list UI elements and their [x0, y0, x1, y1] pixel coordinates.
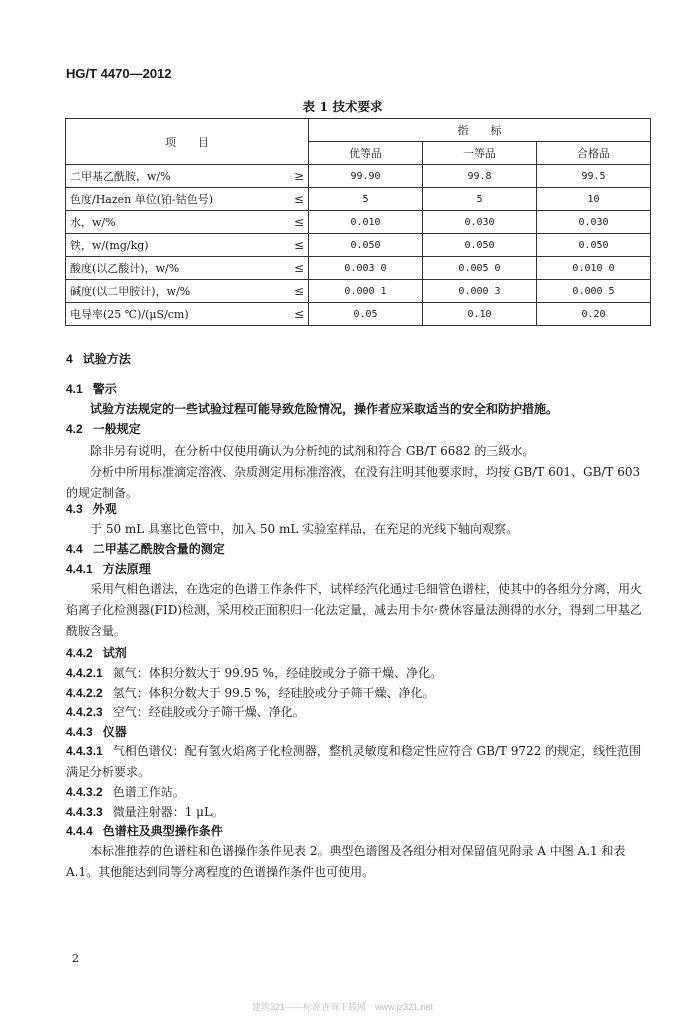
- row-value: 0.030: [423, 211, 537, 234]
- section-4-4-2-heading: [66, 644, 127, 662]
- row-value: 99.90: [309, 165, 423, 188]
- section-number: 4.4.1: [66, 562, 93, 576]
- row-value: 10: [537, 188, 651, 211]
- row-value: 0.010: [309, 211, 423, 234]
- header-grade-superior: 优等品: [309, 142, 423, 165]
- row-symbol: ≥: [290, 165, 309, 188]
- row-symbol: ≤: [290, 211, 309, 234]
- row-value: 0.050: [537, 234, 651, 257]
- section-4-2-heading: [66, 420, 141, 438]
- row-item: 电导率(25 ℃)/(μS/cm): [66, 303, 291, 326]
- row-value: 0.050: [309, 234, 423, 257]
- item-4-4-2-3: [66, 703, 305, 721]
- row-value: 0.20: [537, 303, 651, 326]
- row-value: 5: [423, 188, 537, 211]
- table-title: 表 1 技术要求: [302, 99, 383, 114]
- section-number: 4.4.3.2: [66, 785, 103, 799]
- row-item: 铁，w/(mg/kg): [66, 234, 291, 257]
- section-number: 4.4.2: [66, 646, 93, 660]
- row-item: 色度/Hazen 单位(铂-钴色号): [66, 188, 291, 211]
- table-row: [66, 257, 651, 280]
- row-value: 0.050: [423, 234, 537, 257]
- section-title: 方法原理: [102, 562, 151, 576]
- section-title: 外观: [92, 502, 117, 516]
- section-4-4-1-heading: [66, 560, 151, 578]
- section-number: 4.4.3.3: [66, 805, 103, 819]
- item-4-4-3-1: [66, 741, 652, 783]
- section-4-heading: [66, 350, 131, 368]
- section-number: 4.4.2.3: [66, 705, 103, 719]
- row-value: 0.003 0: [309, 257, 423, 280]
- section-4-1-heading: [66, 380, 117, 398]
- section-number: 4.4.3: [66, 725, 93, 739]
- table-row: [66, 188, 651, 211]
- row-value: 0.030: [537, 211, 651, 234]
- item-text: 微量注射器：1 μL。: [112, 805, 224, 819]
- section-number: 4.3: [66, 502, 83, 516]
- table-row: [66, 165, 651, 188]
- row-item: 二甲基乙酰胺，w/%: [66, 165, 291, 188]
- row-value: 0.010 0: [537, 257, 651, 280]
- paragraph: 采用气相色谱法，在选定的色谱工作条件下，试样经汽化通过毛细管色谱柱，使其中的各组分分离，用火焰离子化检测器(FID)检测，采用校正面积归一化法定量，减去用卡尔·费休容量法测得的水分，得到二甲基乙酰胺含量。: [66, 582, 643, 638]
- section-4-4-heading: [66, 540, 225, 558]
- header-grade-qualified: 合格品: [537, 142, 651, 165]
- table-row: [66, 234, 651, 257]
- section-number: 4.4.3.1: [66, 744, 103, 758]
- row-symbol: ≤: [290, 188, 309, 211]
- header-item: 项 目: [66, 119, 309, 165]
- item-text: 色谱工作站。: [112, 785, 185, 799]
- section-title: 警示: [92, 382, 117, 396]
- row-value: 0.005 0: [423, 257, 537, 280]
- header-index: 指 标: [309, 119, 651, 142]
- item-text: 氮气：体积分数大于 99.95 %，经硅胶或分子筛干燥、净化。: [112, 666, 443, 680]
- row-value: 0.000 1: [309, 280, 423, 303]
- row-item: 酸度(以乙酸计)，w/%: [66, 257, 291, 280]
- item-4-4-2-2: [66, 684, 434, 702]
- item-4-4-3-2: [66, 783, 185, 801]
- section-number: 4.2: [66, 422, 83, 436]
- paragraph: 分析中所用标准滴定溶液、杂质测定用标准溶液，在没有注明其他要求时，均按 GB/T 601、GB/T 603 的规定制备。: [66, 465, 641, 500]
- table-row: [66, 280, 651, 303]
- item-text: 气相色谱仪：配有氢火焰离子化检测器，整机灵敏度和稳定性应符合 GB/T 9722 的规定，线性范围满足分析要求。: [66, 744, 642, 779]
- item-text: 空气：经硅胶或分子筛干燥、净化。: [112, 705, 305, 719]
- section-number: 4.4: [66, 542, 83, 556]
- item-4-4-3-3: [66, 803, 224, 821]
- row-symbol: ≤: [290, 303, 309, 326]
- section-title: 仪器: [102, 725, 127, 739]
- section-title: 二甲基乙酰胺含量的测定: [92, 542, 225, 556]
- section-title: 试剂: [102, 646, 127, 660]
- section-number: 4.1: [66, 382, 83, 396]
- table-row: [66, 303, 651, 326]
- paragraph: 于 50 mL 具塞比色管中，加入 50 mL 实验室样品，在充足的光线下轴向观察。: [90, 522, 519, 536]
- page-number: 2: [72, 952, 79, 965]
- item-4-4-2-1: [66, 664, 442, 682]
- row-item: 碱度(以二甲胺计)，w/%: [66, 280, 291, 303]
- row-symbol: ≤: [290, 280, 309, 303]
- header-grade-first: 一等品: [423, 142, 537, 165]
- row-value: 0.000 3: [423, 280, 537, 303]
- section-number: 4.4.4: [66, 824, 93, 838]
- table-header-row: [66, 119, 651, 142]
- section-title: 一般规定: [92, 422, 141, 436]
- paragraph: 除非另有说明，在分析中仅使用确认为分析纯的试剂和符合 GB/T 6682 的三级水。: [90, 444, 535, 458]
- section-4-4-3-heading: [66, 723, 127, 741]
- row-symbol: ≤: [290, 257, 309, 280]
- row-value: 99.8: [423, 165, 537, 188]
- section-title: 试验方法: [82, 352, 131, 366]
- row-value: 0.000 5: [537, 280, 651, 303]
- technical-requirements-table: [65, 118, 651, 326]
- section-number: 4.4.2.1: [66, 666, 103, 680]
- row-value: 0.05: [309, 303, 423, 326]
- item-text: 氢气：体积分数大于 99.5 %，经硅胶或分子筛干燥、净化。: [112, 686, 435, 700]
- section-title: 色谱柱及典型操作条件: [102, 824, 223, 838]
- section-4-4-4-heading: [66, 822, 223, 840]
- table-row: [66, 211, 651, 234]
- paragraph: 本标准推荐的色谱柱和色谱操作条件见表 2。典型色谱图及各组分相对保留值见附录 A 中图 A.1 和表 A.1。其他能达到同等分离程度的色谱操作条件也可使用。: [66, 844, 626, 879]
- section-number: 4.4.2.2: [66, 686, 103, 700]
- standard-code: HG/T 4470—2012: [66, 66, 172, 81]
- row-item: 水，w/%: [66, 211, 291, 234]
- row-symbol: ≤: [290, 234, 309, 257]
- warning-text: 试验方法规定的一些试验过程可能导致危险情况，操作者应采取适当的安全和防护措施。: [90, 402, 559, 416]
- row-value: 99.5: [537, 165, 651, 188]
- footer-watermark: 建筑321——标准查询下载网 www.jz321.net: [251, 1002, 434, 1012]
- section-4-3-heading: [66, 500, 117, 518]
- section-number: 4: [66, 352, 73, 366]
- row-value: 0.10: [423, 303, 537, 326]
- row-value: 5: [309, 188, 423, 211]
